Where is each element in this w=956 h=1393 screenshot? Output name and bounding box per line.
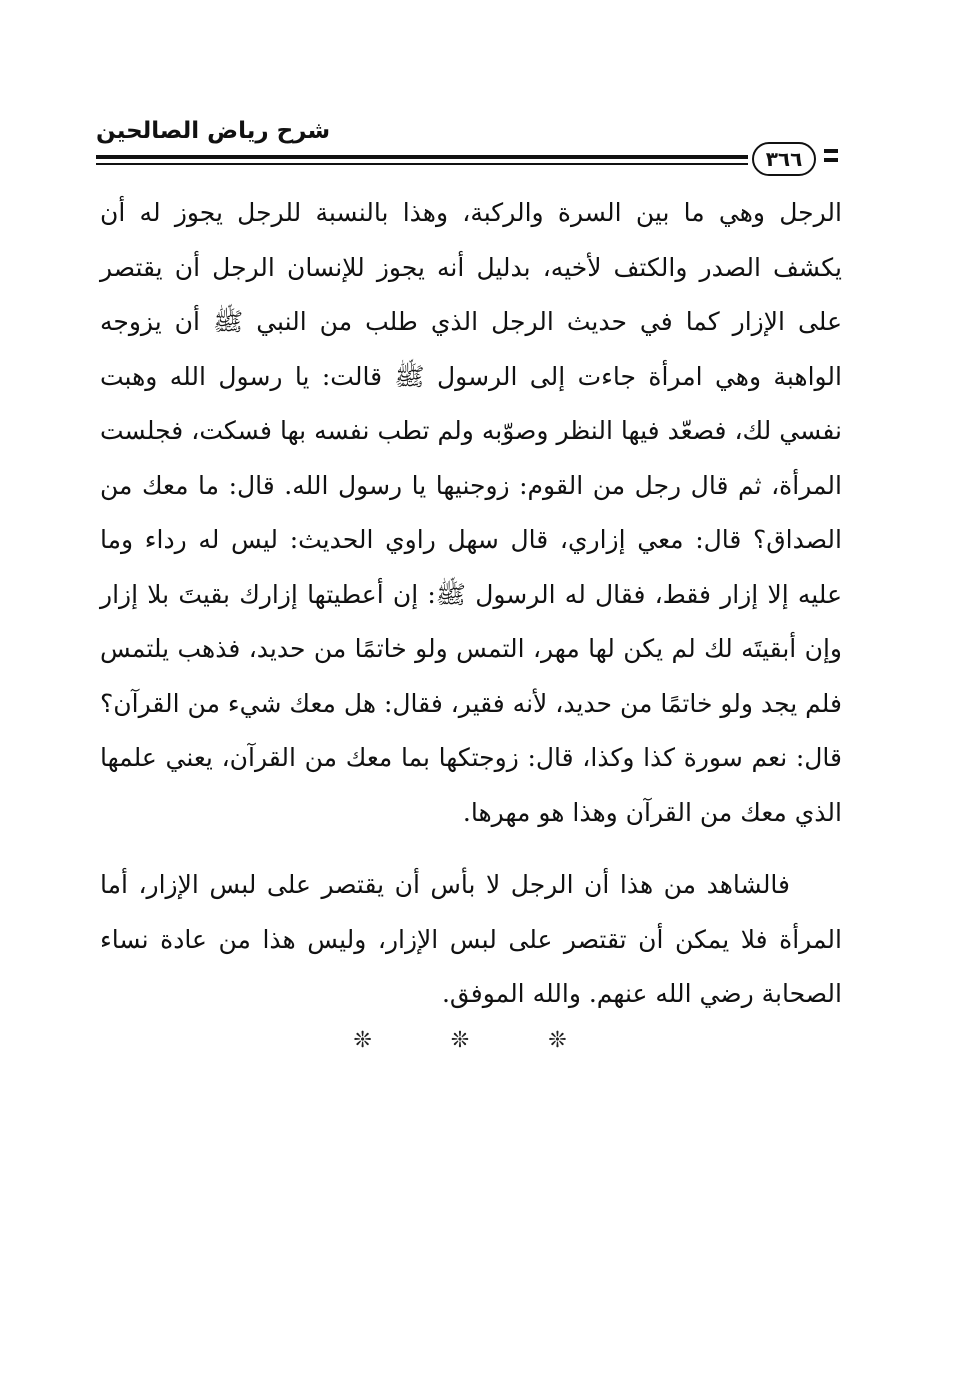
header-rule-thick	[96, 155, 748, 159]
divider-star-icon: ❊	[548, 1028, 603, 1053]
page-number-badge	[752, 142, 816, 176]
divider-star-icon: ❊	[450, 1028, 506, 1053]
body-text	[100, 186, 842, 1022]
divider-star-icon: ❊	[353, 1028, 408, 1053]
page-number: ٣٦٦	[765, 147, 803, 171]
header-end-mark-lower	[824, 158, 838, 162]
paragraph-hadith: الرجل وهي ما بين السرة والركبة، وهذا بالنسبة للرجل يجوز له أن يكشف الصدر والكتف لأخيه، بدليل أنه يجوز للإنسان الرجل أن يقتصر على الإزار كما في حديث الرجل الذي طلب من النبي ﷺ أن يزوجه الواهبة وهي امرأة جاءت إلى الرسول ﷺ قالت: يا رسول الله وهبت نفسي لك، فصعّد فيها النظر وصوّبه ولم تطب نفسه بها فسكت، فجلست المرأة، ثم قال رجل من القوم: زوجنيها يا رسول الله. قال: ما معك من الصداق؟ قال: معي إزاري، قال سهل راوي الحديث: ليس له رداء وما عليه إلا إزار فقط، فقال له الرسول ﷺ: إن أعطيتها إزارك بقيتَ بلا إزار وإن أبقيتَه لك لم يكن لها مهر، التمس ولو خاتمًا من حديد، فذهب يلتمس فلم يجد ولو خاتمًا من حديد، لأنه فقير، فقال: هل معك شيء من القرآن؟ قال: نعم سورة كذا وكذا، قال: زوجتكها بما معك من القرآن، يعني علمها الذي معك من القرآن وهذا هو مهرها.	[100, 198, 842, 827]
header-rule-thin	[96, 163, 748, 165]
header-end-mark	[824, 149, 838, 153]
book-title: شرح رياض الصالحين	[96, 118, 331, 144]
running-header	[96, 108, 842, 178]
paragraph-conclusion: فالشاهد من هذا أن الرجل لا بأس أن يقتصر على لبس الإزار، أما المرأة فلا يمكن أن تقتصر على لبس الإزار، وليس هذا من عادة نساء الصحابة رضي الله عنهم. والله الموفق.	[100, 870, 842, 1008]
section-divider	[0, 1028, 956, 1053]
